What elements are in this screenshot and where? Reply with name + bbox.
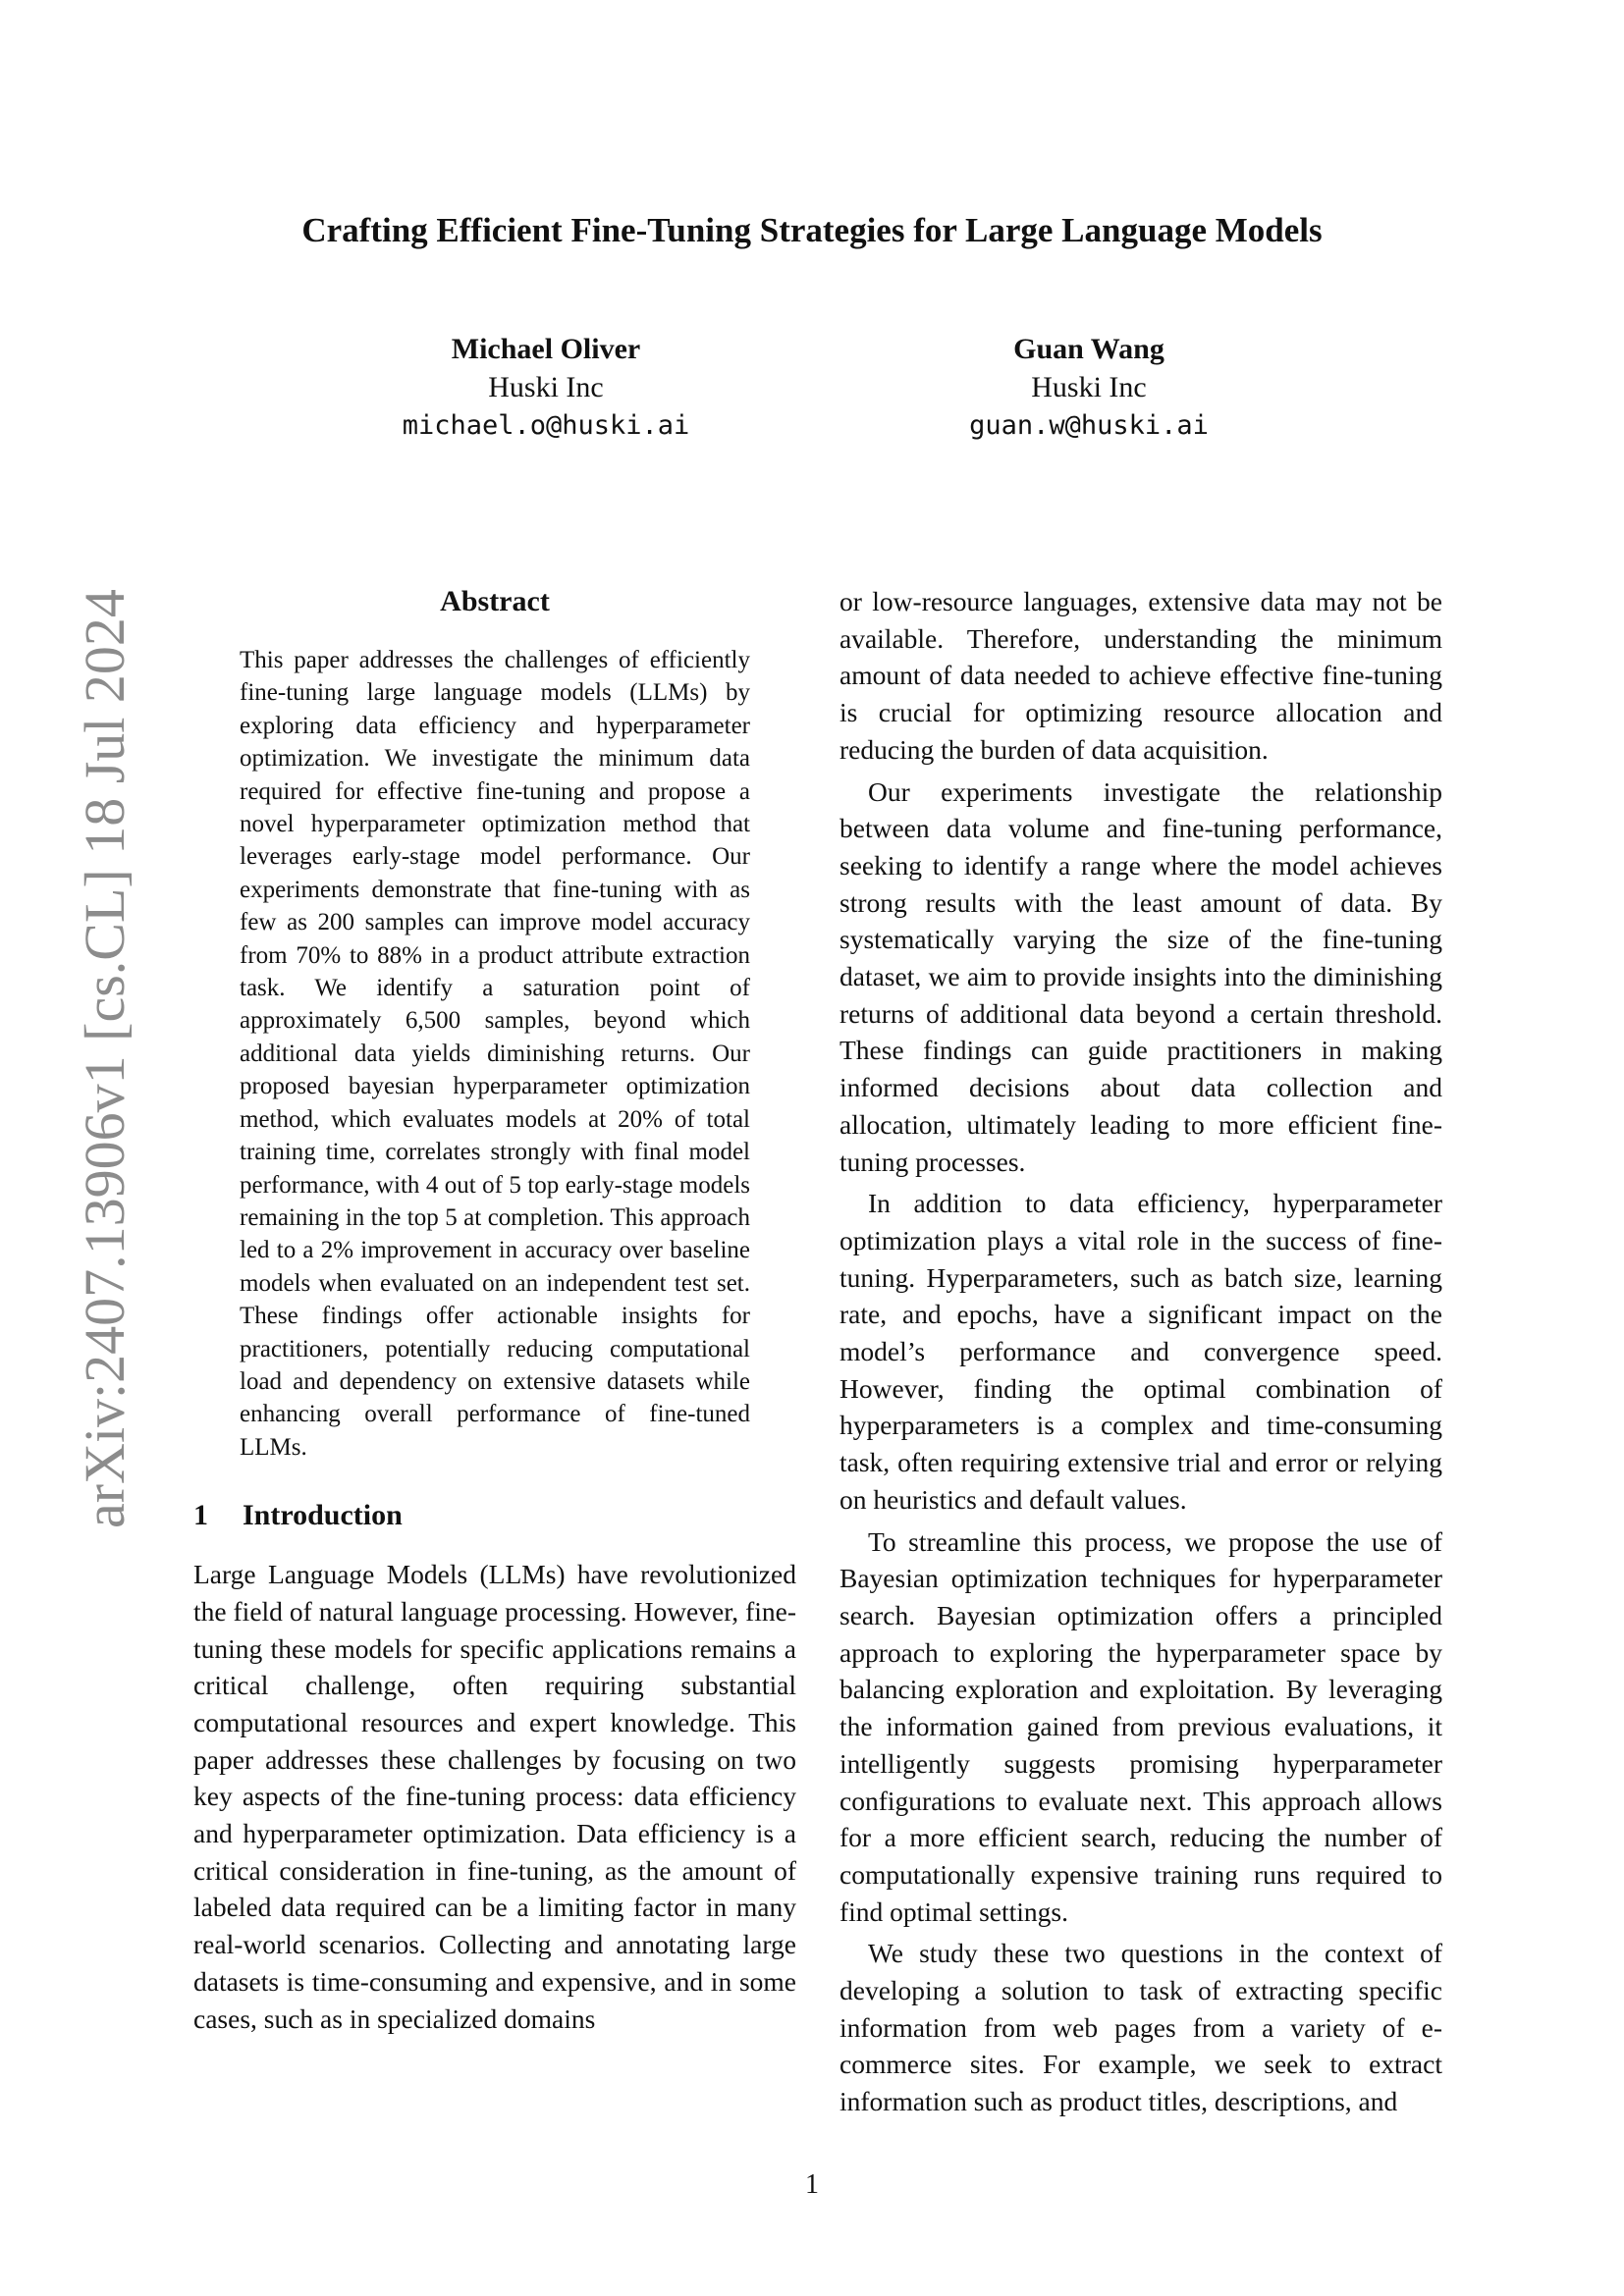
intro-paragraph: Our experiments investigate the relationship between data volume and fine-tuning performance, seeking to identify a range where the model achieves strong results with the least amount of data. By systematically varying the size of the fine-tuning dataset, we aim to provide insights into the diminishing returns of additional data beyond a certain threshold. These findings can guide practitioners in making informed decisions about data collection and allocation, ultimately leading to more efficient fine-tuning processes. <box>839 775 1442 1177</box>
intro-paragraph: We study these two questions in the context of developing a solution to task of extracting specific information from web pages from a variety of e-commerce sites. For example, we seek to extract information such as product titles, descriptions, and <box>839 1938 1442 2117</box>
author-email: guan.w@huski.ai <box>969 410 1209 441</box>
right-column <box>839 583 1442 2120</box>
author-block-1 <box>359 330 732 445</box>
intro-paragraph-continued: or low-resource languages, extensive data may not be available. Therefore, understanding the minimum amount of data needed to achieve effective fine-tuning is crucial for optimizing resource allocation and reducing the burden of data acquisition. <box>839 586 1442 765</box>
page-number: 1 <box>805 2169 819 2200</box>
author-email: michael.o@huski.ai <box>402 410 690 441</box>
author-name: Michael Oliver <box>451 333 641 365</box>
left-column <box>193 583 796 2037</box>
intro-paragraph: To streamline this process, we propose the use of Bayesian optimization techniques for hyperparameter search. Bayesian optimization offers a principled approach to exploring the hyperparameter space by balancing exploration and exploitation. By leveraging the information gained from previous evaluations, it intelligently suggests promising hyperparameter configurations to evaluate next. This approach allows for a more efficient search, reducing the number of computationally expensive training runs required to find optimal settings. <box>839 1525 1442 1927</box>
section-number: 1 <box>193 1499 208 1532</box>
section-heading <box>193 1497 796 1534</box>
author-name: Guan Wang <box>1013 333 1164 365</box>
abstract-text: This paper addresses the challenges of efficiently fine-tuning large language models (LLMs) by exploring data efficiency and hyperparameter optimization. We investigate the minimum data required for effective fine-tuning and propose a novel hyperparameter optimization method that leverages early-stage model performance. Our experiments demonstrate that fine-tuning with as few as 200 samples can improve model accuracy from 70% to 88% in a product attribute extraction task. We identify a saturation point of approximately 6,500 samples, beyond which additional data yields diminishing returns. Our proposed bayesian hyperparameter optimization method, which evaluates models at 20% of total training time, correlates strongly with final model performance, with 4 out of 5 top early-stage models remaining in the top 5 at completion. This approach led to a 2% improvement in accuracy over baseline models when evaluated on an independent test set. These findings offer actionable insights for practitioners, potentially reducing computational load and dependency on extensive datasets while enhancing overall performance of fine-tuned LLMs. <box>240 647 750 1461</box>
arxiv-identifier: arXiv:2407.13906v1 [cs.CL] 18 Jul 2024 <box>73 589 136 1528</box>
section-title: Introduction <box>243 1499 403 1532</box>
author-block-2 <box>902 330 1275 445</box>
author-affiliation: Huski Inc <box>1031 371 1147 403</box>
intro-paragraph: Large Language Models (LLMs) have revolutionized the field of natural language processing. However, fine-tuning these models for specific applications remains a critical challenge, often requiring substantial computational resources and expert knowledge. This paper addresses these challenges by focusing on two key aspects of the fine-tuning process: data efficiency and hyperparameter optimization. Data efficiency is a critical consideration in fine-tuning, as the amount of labeled data required can be a limiting factor in many real-world scenarios. Collecting and annotating large datasets is time-consuming and expensive, and in some cases, such as in specialized domains <box>193 1559 796 2034</box>
paper-title: Crafting Efficient Fine-Tuning Strategies for Large Language Models <box>301 211 1323 249</box>
author-affiliation: Huski Inc <box>488 371 604 403</box>
intro-paragraph: In addition to data efficiency, hyperparameter optimization plays a vital role in the success of fine-tuning. Hyperparameters, such as batch size, learning rate, and epochs, have a significant impact on the model’s performance and convergence speed. However, finding the optimal combination of hyperparameters is a complex and time-consuming task, often requiring extensive trial and error or relying on heuristics and default values. <box>839 1188 1442 1515</box>
abstract-heading: Abstract <box>440 585 550 617</box>
